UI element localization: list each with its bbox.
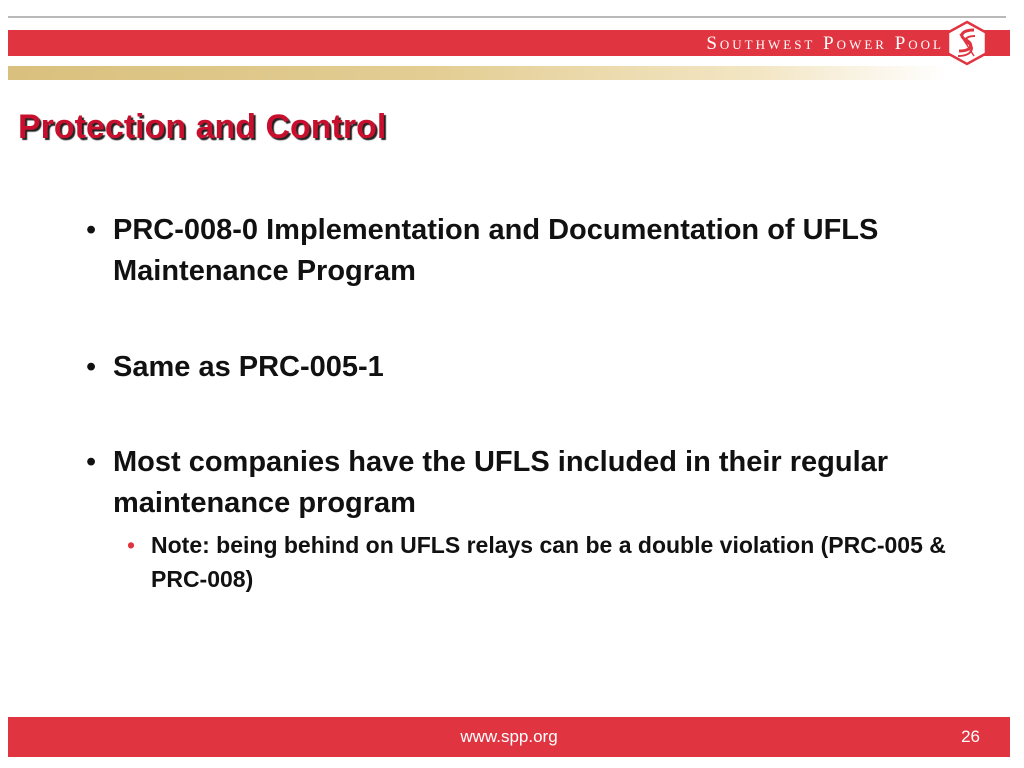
bullet-text: Most companies have the UFLS included in their regular maintenance program bbox=[113, 446, 889, 519]
footer-url: www.spp.org bbox=[460, 727, 558, 746]
spp-hexagon-logo-icon bbox=[944, 20, 990, 66]
bullet-item bbox=[84, 210, 954, 292]
brand-name: Southwest Power Pool bbox=[706, 33, 944, 54]
bullet-text: PRC-008-0 Implementation and Documentation of UFLS Maintenance Program bbox=[113, 214, 879, 287]
slide-title: Protection and Control bbox=[18, 108, 387, 146]
slide-number: 26 bbox=[961, 727, 980, 746]
top-divider bbox=[8, 16, 1006, 18]
sub-bullet-item bbox=[113, 528, 954, 596]
bullet-text: Same as PRC-005-1 bbox=[113, 351, 384, 383]
accent-gold-band bbox=[8, 66, 948, 80]
bullet-item bbox=[84, 442, 954, 596]
footer-band bbox=[8, 717, 1010, 757]
sub-bullet-text: Note: being behind on UFLS relays can be a double violation (PRC-005 & PRC-008) bbox=[151, 532, 946, 592]
bullet-list bbox=[84, 210, 954, 596]
sub-bullet-list bbox=[113, 528, 954, 596]
bullet-item bbox=[84, 347, 954, 388]
